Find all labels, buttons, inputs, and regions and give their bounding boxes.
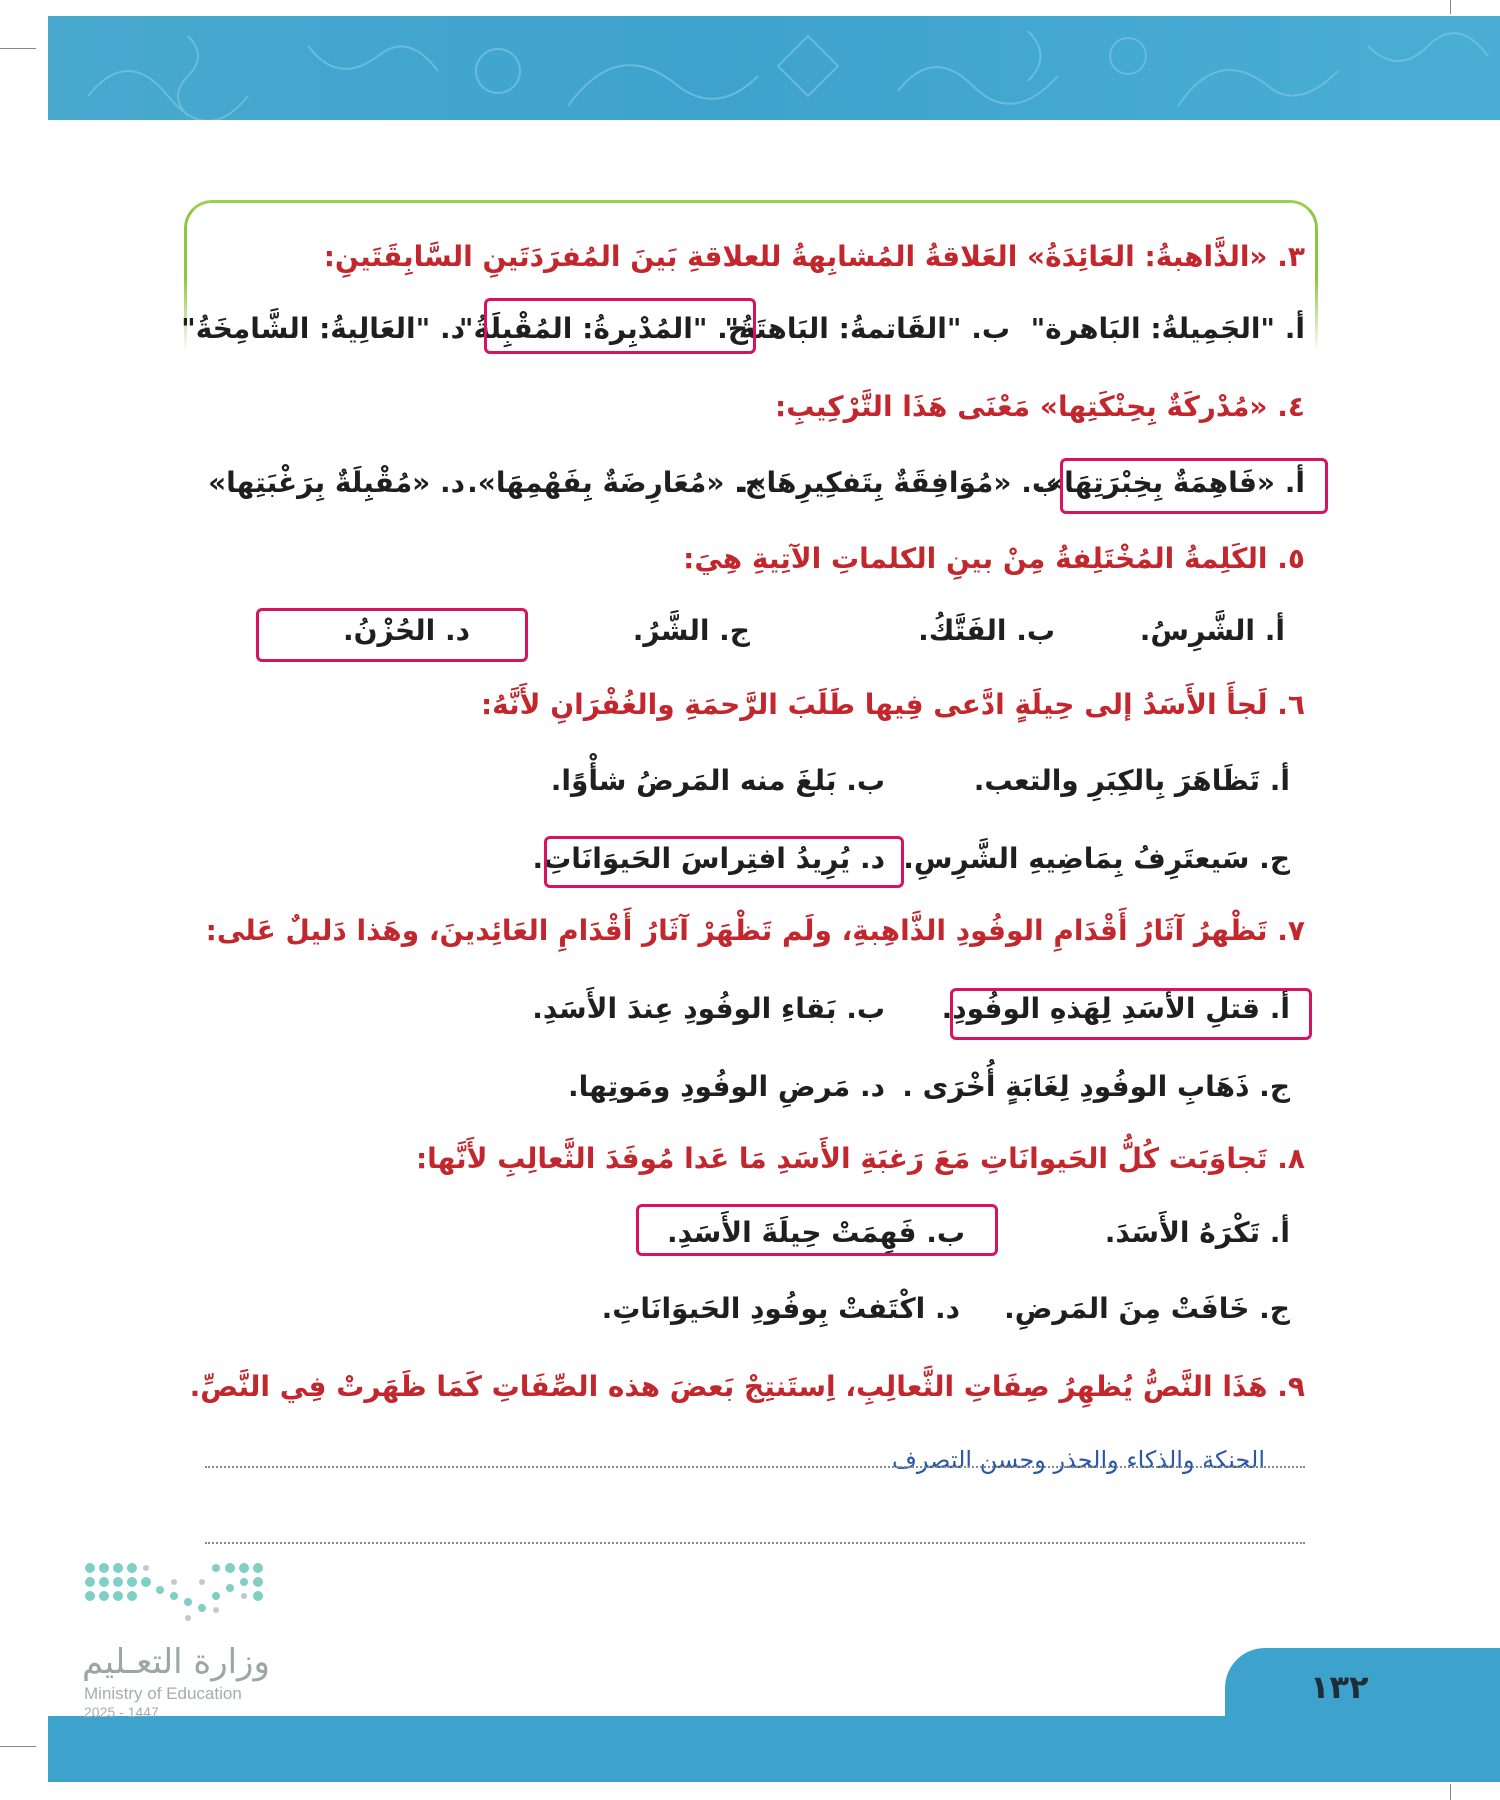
q6-option-a[interactable]: أ. تَظَاهَرَ بِالكِبَرِ والتعب. bbox=[973, 764, 1290, 797]
question-3: ٣. «الذَّاهبةُ: العَائِدَةُ» العَلاقةُ المُشابِهةُ للعلاقةِ بَينَ المُفرَدَتَينِ السَّابِقَتَينِ: bbox=[323, 240, 1305, 273]
q5-option-c[interactable]: ج. الشَّرُ. bbox=[632, 614, 750, 647]
q8-option-b[interactable]: ب. فَهِمَتْ حِيلَةَ الأَسَدِ. bbox=[666, 1216, 965, 1249]
ministry-name-english: Ministry of Education bbox=[84, 1684, 242, 1703]
q3-option-b[interactable]: ب. "القَاتمةُ: البَاهتَةُ" bbox=[724, 312, 1010, 345]
selected-answer-box bbox=[950, 988, 1312, 1040]
q4-option-a[interactable]: أ. «فَاهِمَةٌ بِخِبْرَتِهَا». bbox=[1035, 466, 1305, 499]
q7-option-b[interactable]: ب. بَقاءِ الوفُودِ عِندَ الأَسَدِ. bbox=[532, 992, 885, 1025]
ministry-name-arabic: وزارة التعـليم bbox=[82, 1642, 270, 1682]
q3-option-c[interactable]: ج. "المُدْبِرةُ: المُقْبِلَةُ" bbox=[458, 312, 748, 345]
ministry-year: 2025 - 1447 bbox=[84, 1704, 159, 1720]
selected-answer-box bbox=[256, 608, 528, 662]
q4-option-c[interactable]: ج. «مُعَارِضَةٌ بِفَهْمِهَا». bbox=[467, 466, 765, 499]
q5-option-b[interactable]: ب. الفَتَّكُ. bbox=[918, 614, 1055, 647]
q8-option-d[interactable]: د. اكْتَفتْ بِوفُودِ الحَيوَانَاتِ. bbox=[601, 1292, 960, 1325]
q4-option-d[interactable]: د. «مُقْبِلَةٌ بِرَغْبَتِها» bbox=[208, 466, 465, 499]
q8-option-c[interactable]: ج. خَافَتْ مِنَ المَرضِ. bbox=[1004, 1292, 1290, 1325]
q7-option-a[interactable]: أ. قتلِ الأسَدِ لِهَذهِ الوفُودِ. bbox=[941, 992, 1290, 1025]
q7-option-c[interactable]: ج. ذَهَابِ الوفُودِ لِغَابَةٍ أُخْرَى . bbox=[902, 1070, 1290, 1103]
q4-option-b[interactable]: ب. «مُوَافِقَةٌ بِتَفكِيرِهَا». bbox=[737, 466, 1060, 499]
question-5: ٥. الكَلِمةُ المُخْتَلِفةُ مِنْ بينِ الكلماتِ الآتِيةِ هِيَ: bbox=[683, 542, 1305, 575]
question-8: ٨. تَجاوَبَت كُلُّ الحَيوانَاتِ مَعَ رَغبَةِ الأَسَدِ مَا عَدا مُوفَدَ الثَّعالِبِ لأَنَّها: bbox=[415, 1142, 1305, 1175]
crop-mark bbox=[1450, 0, 1451, 14]
selected-answer-box bbox=[636, 1204, 998, 1256]
q3-option-d[interactable]: د. "العَالِيةُ: الشَّامِخَةُ" bbox=[181, 312, 465, 345]
q6-option-d[interactable]: د. يُرِيدُ افتِراسَ الحَيوَانَاتِ. bbox=[532, 842, 885, 875]
selected-answer-box bbox=[1060, 458, 1328, 514]
footer-band bbox=[48, 1716, 1500, 1782]
question-4: ٤. «مُدْركَةٌ بِحِنْكَتِها» مَعْنَى هَذَا التَّرْكِيبِ: bbox=[775, 390, 1305, 423]
header-band bbox=[48, 16, 1500, 120]
selected-answer-box bbox=[484, 298, 756, 354]
q6-option-b[interactable]: ب. بَلغَ منه المَرضُ شأْوًا. bbox=[550, 764, 885, 797]
crop-mark bbox=[0, 1746, 36, 1747]
crop-mark bbox=[1450, 1784, 1451, 1800]
page-number: ١٣٢ bbox=[1310, 1668, 1369, 1706]
q8-option-a[interactable]: أ. تَكْرَهُ الأَسَدَ. bbox=[1104, 1216, 1290, 1249]
written-answer[interactable]: الحنكة والذكاء والحذر وحسن التصرف bbox=[891, 1446, 1265, 1474]
ministry-logo-dots bbox=[84, 1562, 274, 1626]
answer-line bbox=[205, 1466, 1305, 1468]
q5-option-a[interactable]: أ. الشَّرِسُ. bbox=[1139, 614, 1285, 647]
q3-option-a[interactable]: أ. "الجَمِيلةُ: البَاهرة" bbox=[1030, 312, 1305, 345]
q6-option-c[interactable]: ج. سَيعتَرِفُ بِمَاضِيهِ الشَّرِسِ. bbox=[903, 842, 1290, 875]
decorative-pattern bbox=[48, 16, 1500, 120]
selected-answer-box bbox=[544, 836, 904, 888]
question-7: ٧. تَظْهرُ آثَارُ أَقْدَامِ الوفُودِ الذَّاهِبةِ، ولَم تَظْهَرْ آثَارُ أَقْدَامِ العَائِدينَ، وهَذا دَليلٌ عَلى: bbox=[205, 914, 1305, 947]
question-9: ٩. هَذَا النَّصُّ يُظهِرُ صِفَاتِ الثَّعالِبِ، اِستَنتِجْ بَعضَ هذه الصِّفَاتِ كَمَا ظَهَرتْ فِي النَّصِّ. bbox=[189, 1370, 1305, 1403]
q7-option-d[interactable]: د. مَرضِ الوفُودِ ومَوتِها. bbox=[567, 1070, 885, 1103]
q5-option-d[interactable]: د. الحُزْنُ. bbox=[343, 614, 470, 647]
answer-line bbox=[205, 1542, 1305, 1544]
question-6: ٦. لَجأَ الأَسَدُ إلى حِيلَةٍ ادَّعى فِيها طَلَبَ الرَّحمَةِ والغُفْرَانِ لأَنَّهُ: bbox=[480, 688, 1305, 721]
crop-mark bbox=[0, 48, 36, 49]
